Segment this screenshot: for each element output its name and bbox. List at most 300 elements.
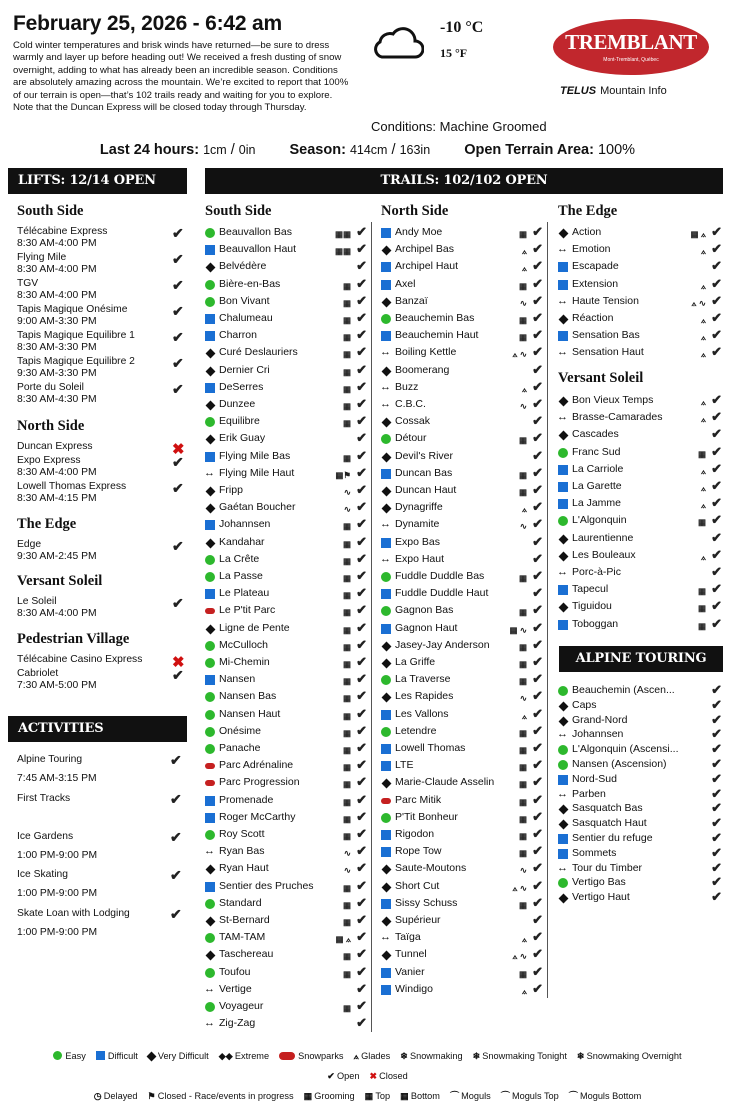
open-check-icon: ✔	[711, 564, 722, 579]
moguls-top-icon: ⌒	[500, 1091, 510, 1101]
grooming-icon: ⟑	[521, 710, 527, 721]
grooming-icon: ▦	[518, 332, 527, 343]
trail-name: Fuddle Duddle Bas	[395, 570, 485, 582]
green-difficulty-icon	[205, 228, 215, 238]
legend-label: Snowmaking Overnight	[586, 1051, 682, 1061]
green-difficulty-icon	[205, 744, 215, 754]
open-check-icon: ✔	[532, 292, 543, 308]
trail-row	[205, 757, 367, 774]
lift-hours: 9:00 AM-3:30 PM	[17, 316, 97, 327]
open-check-icon: ✔	[532, 619, 543, 635]
grooming-icon: ⟑	[700, 414, 706, 425]
open-icon: ✔	[327, 1071, 335, 1081]
trail-row	[205, 482, 367, 499]
open-check-icon: ✔	[172, 538, 184, 554]
trail-name: Vanier	[395, 965, 425, 978]
grooming-icon: ▦	[342, 1003, 351, 1013]
open-check-icon: ✔	[356, 310, 367, 325]
legend-grooming-row	[0, 1086, 735, 1106]
trail-row	[205, 551, 367, 568]
grooming-icon: ⟑	[521, 383, 527, 394]
grooming-icon: ∿	[519, 865, 527, 876]
trail-row	[381, 344, 543, 361]
trail-name: Belvédère	[219, 260, 267, 273]
trail-row	[205, 276, 367, 293]
blue-difficulty-icon	[205, 589, 215, 599]
grooming-icon: ▦	[342, 968, 351, 979]
trail-row	[205, 654, 367, 671]
trail-name: Gagnon Bas	[395, 604, 454, 617]
trail-name: Beauchemin Bas	[395, 312, 475, 324]
lift-hours: 8:30 AM-4:00 PM	[17, 290, 97, 301]
legend-item-grooming-top	[365, 1086, 391, 1106]
trail-row	[205, 534, 367, 551]
grooming-icon: ▦	[518, 813, 527, 824]
grooming-icon: ▦	[518, 641, 527, 652]
legend-item-grooming	[304, 1086, 355, 1106]
trail-name: Laurentienne	[572, 531, 634, 544]
grooming-icon: ∿	[343, 504, 351, 515]
blue-difficulty-icon	[381, 968, 391, 978]
grooming-icon: ▦	[518, 831, 527, 841]
blue-difficulty-icon	[558, 849, 568, 859]
trail-row	[381, 448, 543, 465]
black-difficulty-icon	[205, 262, 215, 272]
green-difficulty-icon	[381, 314, 391, 324]
trail-name: Dynamite	[395, 518, 440, 531]
trail-row	[205, 362, 367, 379]
trail-row	[205, 981, 367, 998]
green-difficulty-icon	[205, 710, 215, 720]
trail-row	[381, 568, 543, 585]
grooming-icon: ▦	[697, 586, 706, 597]
trail-row	[381, 362, 543, 379]
trail-name: Caps	[572, 698, 597, 711]
trail-row	[381, 430, 543, 447]
trail-name: Cascades	[572, 428, 619, 441]
trail-row	[381, 688, 543, 705]
trail-name: Letendre	[395, 724, 437, 737]
trail-row	[558, 409, 722, 426]
open-check-icon: ✔	[172, 251, 184, 267]
green-difficulty-icon	[558, 686, 568, 696]
open-check-icon: ✔	[356, 791, 367, 807]
trail-row	[558, 327, 722, 344]
open-check-icon: ✔	[356, 826, 367, 841]
trail-row	[381, 465, 543, 482]
trail-row	[205, 224, 367, 241]
trail-name: Parc Progression	[219, 776, 300, 789]
grooming-icon: ▦	[342, 727, 351, 738]
trail-name: La Carriole	[572, 462, 624, 475]
trail-name: Nord-Sud	[572, 772, 617, 785]
trail-row	[381, 534, 543, 551]
open-check-icon: ✔	[356, 224, 367, 239]
activity-hours: 1:00 PM-9:00 PM	[17, 927, 98, 938]
open-check-icon: ✔	[711, 581, 722, 597]
cloud-icon	[372, 24, 424, 60]
grooming-icon: ▦	[697, 448, 706, 459]
open-check-icon: ✔	[711, 495, 722, 511]
open-check-icon: ✔	[711, 546, 722, 562]
trail-row	[381, 585, 543, 602]
trail-row	[205, 809, 367, 826]
black-difficulty-icon	[381, 486, 391, 496]
open-check-icon: ✔	[532, 533, 543, 549]
open-check-icon: ✔	[711, 682, 722, 697]
open-check-icon: ✔	[532, 516, 543, 532]
trail-name: Parben	[572, 787, 606, 800]
surface-conditions: Conditions: Machine Groomed	[371, 119, 547, 134]
black-difficulty-icon	[558, 602, 568, 612]
blue-difficulty-icon	[558, 775, 568, 785]
trail-row	[558, 495, 722, 512]
grooming-icon: ▦	[518, 796, 527, 807]
closed-x-icon: ✖	[172, 654, 185, 671]
trail-name: Johannsen	[219, 518, 271, 531]
black-difficulty-icon	[381, 882, 391, 892]
green-difficulty-icon	[205, 727, 215, 737]
green-difficulty-icon	[558, 878, 568, 888]
black-difficulty-icon	[381, 417, 391, 427]
grooming-icon: ▦⚑	[335, 469, 351, 480]
trail-row	[381, 276, 543, 293]
trail-name: Parc Adrénaline	[219, 759, 294, 772]
trail-name: Les Rapides	[395, 690, 454, 703]
open-check-icon: ✔	[356, 619, 367, 635]
trail-name: Tapecul	[572, 583, 609, 596]
grooming-icon: ▦	[518, 435, 527, 446]
trail-row	[381, 929, 543, 946]
legend-item-snowmaking-tonight	[473, 1046, 567, 1066]
open-check-icon: ✔	[356, 533, 367, 549]
legend-label: Glades	[361, 1051, 391, 1061]
open-check-icon: ✔	[532, 877, 543, 893]
blue-difficulty-icon	[381, 228, 391, 238]
open-check-icon: ✔	[532, 826, 543, 841]
grooming-icon: ▦	[342, 659, 351, 669]
snowmaking-tonight-icon: ❄	[472, 1051, 481, 1061]
trail-row	[205, 241, 367, 258]
trails-header: TRAILS: 102/102 OPEN	[205, 168, 723, 194]
trail-name: La Traverse	[395, 673, 451, 686]
grooming-icon: ▦	[342, 401, 351, 411]
park-difficulty-icon	[381, 798, 391, 804]
snowmaking-overnight-icon: ❄	[576, 1051, 585, 1061]
open-check-icon: ✔	[711, 344, 722, 360]
grooming-icon: ⟑	[521, 934, 527, 945]
open-check-icon: ✔	[532, 275, 543, 291]
blue-difficulty-icon	[381, 985, 391, 995]
trail-row	[381, 878, 543, 895]
trail-name: Parc Mitik	[395, 793, 442, 806]
black-difficulty-icon	[381, 692, 391, 702]
trail-name: Taschereau	[219, 948, 274, 961]
trail-row	[205, 843, 367, 860]
legend-label: Snowmaking Tonight	[482, 1051, 567, 1061]
open-check-icon: ✔	[711, 392, 722, 407]
open-check-icon: ✔	[711, 478, 722, 493]
open-check-icon: ✔	[532, 722, 543, 738]
trail-name: Rigodon	[395, 828, 435, 840]
double-difficulty-icon	[381, 383, 391, 393]
legend-item-glades	[354, 1046, 391, 1066]
lift-group-title: Pedestrian Village	[17, 631, 130, 647]
open-check-icon: ✔	[356, 877, 367, 893]
activity-name: Skate Loan with Lodging	[17, 908, 130, 919]
grooming-icon: ⟑ ∿	[512, 349, 527, 360]
trail-row	[381, 723, 543, 740]
black-difficulty-icon	[558, 551, 568, 561]
trail-name: La Crête	[219, 552, 260, 565]
trail-row	[205, 792, 367, 809]
trail-name: Dernier Cri	[219, 363, 270, 376]
trail-row	[205, 344, 367, 361]
trail-name: Expo Bas	[395, 535, 440, 548]
trail-row	[381, 551, 543, 568]
grooming-icon: ▦ ⟑	[690, 229, 706, 239]
trail-name: Axel	[395, 277, 416, 290]
black-difficulty-icon	[381, 366, 391, 376]
grooming-icon: ▦	[342, 710, 351, 721]
double-difficulty-icon	[381, 348, 391, 358]
open-check-icon: ✔	[532, 757, 543, 773]
trail-row	[381, 792, 543, 809]
trail-name: Charron	[219, 329, 257, 342]
trail-name: Archipel Bas	[395, 243, 454, 256]
grooming-icon: ▦	[342, 641, 351, 652]
trail-row	[381, 241, 543, 258]
legend-label: Moguls Bottom	[579, 1091, 642, 1101]
black-difficulty-icon	[558, 701, 568, 711]
open-check-icon: ✔	[356, 275, 367, 291]
trail-row	[381, 310, 543, 327]
lift-hours: 9:30 AM-3:30 PM	[17, 368, 97, 379]
trail-name: Sentier des Pruches	[219, 879, 314, 892]
open-check-icon: ✔	[356, 705, 367, 721]
open-check-icon: ✔	[356, 241, 367, 257]
double-icon: ◆◆	[218, 1051, 233, 1061]
grooming-icon: ▦	[342, 882, 351, 893]
trail-row	[558, 616, 722, 633]
trail-name: Marie-Claude Asselin	[395, 776, 495, 789]
grooming-icon: ▦	[342, 383, 351, 394]
trail-name: Zig-Zag	[219, 1017, 256, 1030]
legend-item-closed-race	[148, 1086, 294, 1106]
lift-hours: 8:30 AM-4:30 PM	[17, 394, 97, 405]
trail-name: Gagnon Haut	[395, 621, 458, 634]
open-check-icon: ✔	[356, 499, 367, 515]
grooming-icon: ∿	[343, 848, 351, 859]
trail-row	[381, 757, 543, 774]
open-check-icon: ✔	[711, 756, 722, 771]
open-check-icon: ✔	[711, 241, 722, 257]
black-difficulty-icon	[205, 400, 215, 410]
trail-row	[205, 946, 367, 963]
open-check-icon: ✔	[532, 808, 543, 824]
open-check-icon: ✔	[711, 258, 722, 274]
open-check-icon: ✔	[356, 963, 367, 979]
trail-column-title: The Edge	[558, 203, 618, 219]
green-difficulty-icon	[205, 280, 215, 290]
green-difficulty-icon	[381, 675, 391, 685]
trail-row	[381, 981, 543, 998]
open-check-icon: ✔	[356, 671, 367, 687]
blue-difficulty-icon	[381, 538, 391, 548]
black-difficulty-icon	[558, 534, 568, 544]
open-check-icon: ✔	[532, 860, 543, 876]
black-difficulty-icon	[205, 486, 215, 496]
temperature-fahrenheit: 15 °F	[440, 46, 468, 60]
open-check-icon: ✔	[356, 378, 367, 394]
trail-name: Réaction	[572, 312, 614, 324]
trail-name: St-Bernard	[219, 914, 270, 926]
open-check-icon: ✔	[356, 568, 367, 583]
trail-name: Les Bouleaux	[572, 548, 636, 561]
green-difficulty-icon	[381, 606, 391, 616]
open-check-icon: ✔	[711, 529, 722, 545]
legend-item-moguls	[450, 1086, 491, 1106]
trail-row	[381, 258, 543, 275]
open-check-icon: ✔	[711, 598, 722, 614]
trail-name: Boomerang	[395, 363, 450, 376]
black-difficulty-icon	[205, 366, 215, 376]
trail-name: Erik Guay	[219, 432, 266, 445]
trail-name: Taïga	[395, 931, 421, 944]
grooming-icon: ⟑	[521, 504, 527, 515]
open-check-icon: ✔	[356, 636, 367, 652]
grooming-icon: ▦	[342, 831, 351, 841]
double-difficulty-icon	[381, 400, 391, 410]
grooming-icon: ▦	[518, 745, 527, 755]
trail-name: Escapade	[572, 260, 619, 273]
trail-name: McCulloch	[219, 638, 269, 651]
trail-name: Nansen Haut	[219, 707, 281, 720]
green-difficulty-icon	[558, 448, 568, 458]
trail-name: Bon Vivant	[219, 294, 270, 307]
open-check-icon: ✔	[356, 602, 367, 618]
logo-subtext: Mont-Tremblant, Québec	[603, 57, 659, 63]
trail-name: Nansen Bas	[219, 690, 277, 703]
trail-name: P'Tit Bonheur	[395, 810, 458, 823]
trail-name: Cossak	[395, 415, 431, 428]
open-check-icon: ✔	[356, 654, 367, 669]
trail-row	[381, 482, 543, 499]
blue-difficulty-icon	[381, 331, 391, 341]
glades-icon: ⟑	[353, 1051, 360, 1061]
legend-item-moguls-top	[501, 1086, 559, 1106]
open-check-icon: ✔	[711, 859, 722, 875]
grooming-icon: ▦	[518, 968, 527, 979]
trail-row	[205, 448, 367, 465]
open-check-icon: ✔	[532, 344, 543, 360]
trail-column-title: North Side	[381, 203, 449, 219]
grooming-icon: ∿	[519, 521, 527, 532]
black-difficulty-icon	[205, 538, 215, 548]
open-check-icon: ✔	[532, 241, 543, 257]
grooming-icon: ⟑ ∿	[691, 297, 706, 308]
trail-row	[381, 826, 543, 843]
open-check-icon: ✔	[532, 396, 543, 411]
grooming-icon: ▦	[342, 951, 351, 962]
black-difficulty-icon	[558, 396, 568, 406]
open-check-icon: ✔	[711, 615, 722, 631]
legend-label: Extreme	[234, 1051, 270, 1061]
trail-name: Grand-Nord	[572, 713, 628, 726]
trail-row	[558, 241, 722, 258]
grooming-icon: ▦ ⟑	[335, 934, 351, 945]
trail-name: La Griffe	[395, 656, 436, 668]
trail-row	[205, 774, 367, 791]
trail-name: Fripp	[219, 484, 243, 496]
trail-name: Expo Haut	[395, 552, 445, 565]
open-check-icon: ✔	[532, 361, 543, 377]
trail-row	[205, 585, 367, 602]
legend	[0, 1046, 735, 1106]
open-check-icon: ✔	[532, 671, 543, 687]
trail-name: Standard	[219, 896, 262, 909]
grooming-icon: ▦	[342, 693, 351, 704]
trail-row	[205, 413, 367, 430]
grooming-icon: ∿	[343, 865, 351, 876]
conditions-report: Cold winter temperatures and brisk winds have returned—be sure to dress warmly and layer up before heading out! We received a fresh dusting of snow overnight, adding to what has already been an incredible season. Conditions are absolutely amazing across the mountain. We’re excited to report that 100% of our terrain is open—that’s 102 trails ready and waiting for you to explore. Note that the Duncan Express will be closed today through Thursday.	[13, 40, 349, 114]
trail-name: Jasey-Jay Anderson	[395, 638, 490, 651]
trail-row	[381, 654, 543, 671]
legend-status-row	[0, 1066, 735, 1086]
alpine-touring-header: ALPINE TOURING	[559, 646, 723, 672]
open-check-icon: ✔	[532, 550, 543, 566]
open-check-icon: ✔	[711, 310, 722, 325]
blue-difficulty-icon	[558, 262, 568, 272]
lift-group-title: The Edge	[17, 516, 77, 532]
open-check-icon: ✔	[172, 595, 184, 611]
black-difficulty-icon	[558, 314, 568, 324]
open-check-icon: ✔	[711, 292, 722, 308]
trail-row	[381, 620, 543, 637]
trail-row	[205, 688, 367, 705]
trail-row	[381, 843, 543, 860]
trail-name: Emotion	[572, 243, 611, 256]
telus-suffix: Mountain Info	[600, 85, 667, 97]
legend-item-open	[327, 1066, 359, 1086]
green-difficulty-icon	[205, 297, 215, 307]
grooming-icon: ▦	[518, 573, 527, 583]
open-check-icon: ✔	[532, 636, 543, 652]
open-check-icon: ✔	[711, 696, 722, 712]
green-difficulty-icon	[381, 727, 391, 737]
open-check-icon: ✔	[356, 894, 367, 910]
trail-name: Kandahar	[219, 535, 265, 548]
grooming-icon: ∿	[343, 487, 351, 497]
legend-item-snowmaking	[400, 1046, 462, 1066]
trail-row	[381, 706, 543, 723]
black-difficulty-icon	[381, 658, 391, 668]
grooming-icon: ▦	[342, 366, 351, 377]
trail-row	[381, 912, 543, 929]
open-check-icon: ✔	[532, 912, 543, 927]
open-check-icon: ✔	[356, 808, 367, 824]
trail-row	[205, 671, 367, 688]
blue-difficulty-icon	[205, 245, 215, 255]
open-check-icon: ✔	[532, 378, 543, 394]
grooming-icon: ▦	[342, 555, 351, 566]
trail-row	[205, 499, 367, 516]
trail-name: Devil's River	[395, 449, 454, 462]
legend-item-green	[53, 1046, 85, 1066]
trail-name: Vertigo Bas	[572, 876, 626, 889]
grooming-icon: ⟑	[700, 500, 706, 511]
legend-item-blue	[96, 1046, 138, 1066]
